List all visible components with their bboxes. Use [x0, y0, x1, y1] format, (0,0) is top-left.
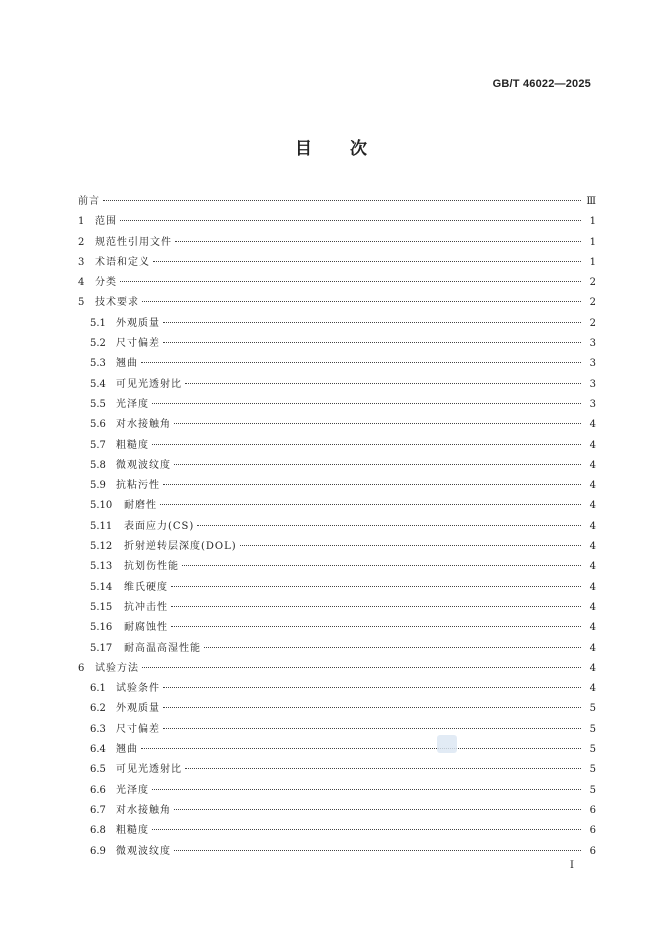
toc-dot-leader: [171, 586, 581, 587]
toc-entry-number: 6.8: [90, 825, 106, 837]
toc-dot-leader: [141, 748, 581, 749]
toc-entry-label: 范围: [95, 216, 117, 228]
standard-code: GB/T 46022—2025: [492, 78, 591, 90]
toc-dot-leader: [142, 667, 581, 668]
toc-entry-number: 6: [78, 662, 85, 674]
toc-entry-number: 6.4: [90, 744, 106, 756]
footer-page-number: I: [570, 860, 574, 871]
toc-entry[interactable]: [78, 233, 596, 253]
toc-dot-leader: [141, 362, 581, 363]
toc-entry-number: 2: [78, 236, 85, 248]
toc-entry[interactable]: [78, 699, 596, 719]
toc-entry[interactable]: [78, 578, 596, 598]
toc-dot-leader: [171, 626, 581, 627]
toc-entry-label: 试验条件: [116, 683, 160, 695]
toc-dot-leader: [152, 789, 581, 790]
toc-dot-leader: [163, 728, 581, 729]
toc-entry-number: 5.9: [90, 480, 106, 492]
toc-entry-page: 3: [589, 358, 596, 370]
toc-entry[interactable]: [78, 375, 596, 395]
toc-entry-number: 5.10: [90, 500, 113, 512]
toc-entry-page: 6: [589, 845, 596, 857]
toc-entry-page: 5: [589, 784, 596, 796]
toc-entry[interactable]: [78, 740, 596, 760]
toc-entry-label: 粗糙度: [116, 439, 149, 451]
toc-entry[interactable]: [78, 456, 596, 476]
toc-entry-page: 6: [589, 825, 596, 837]
toc-entry-number: 5.11: [90, 520, 113, 532]
toc-entry[interactable]: [78, 212, 596, 232]
toc-entry-number: 5.4: [90, 378, 106, 390]
toc-entry[interactable]: [78, 639, 596, 659]
toc-entry-number: 5.15: [90, 601, 113, 613]
toc-entry[interactable]: [78, 618, 596, 638]
toc-entry-page: 5: [589, 744, 596, 756]
toc-entry-page: 4: [589, 459, 596, 471]
toc-entry-label: 翘曲: [116, 744, 138, 756]
page-title: 目次: [295, 139, 405, 159]
toc-entry-number: 5.16: [90, 622, 113, 634]
toc-entry[interactable]: [78, 537, 596, 557]
toc-entry-number: 6.6: [90, 784, 106, 796]
toc-entry-page: 4: [589, 480, 596, 492]
toc-entry[interactable]: [78, 436, 596, 456]
toc-dot-leader: [120, 220, 581, 221]
toc-entry-number: 6.5: [90, 764, 106, 776]
toc-dot-leader: [152, 403, 581, 404]
toc-entry-number: 4: [78, 277, 85, 289]
toc-entry-label: 光泽度: [116, 784, 149, 796]
toc-entry[interactable]: [78, 659, 596, 679]
toc-entry-page: 4: [589, 642, 596, 654]
toc-entry-label: 规范性引用文件: [95, 236, 172, 248]
toc-entry-label: 光泽度: [116, 398, 149, 410]
toc-entry-page: 3: [589, 398, 596, 410]
toc-entry[interactable]: [78, 801, 596, 821]
toc-entry-label: 外观质量: [116, 703, 160, 715]
toc-entry-label: 维氏硬度: [124, 581, 168, 593]
toc-dot-leader: [204, 647, 581, 648]
toc-entry[interactable]: [78, 476, 596, 496]
toc-entry-number: 6.9: [90, 845, 106, 857]
toc-entry-page: 2: [589, 297, 596, 309]
toc-dot-leader: [163, 342, 581, 343]
toc-entry-label: 抗冲击性: [124, 601, 168, 613]
toc-entry-page: 1: [589, 256, 596, 268]
toc-entry[interactable]: [78, 781, 596, 801]
toc-dot-leader: [185, 768, 581, 769]
toc-entry-page: 2: [589, 277, 596, 289]
toc-entry-number: 5.7: [90, 439, 106, 451]
toc-entry-page: 2: [589, 317, 596, 329]
toc-entry-number: 5.1: [90, 317, 106, 329]
toc-entry-label: 微观波纹度: [116, 459, 171, 471]
toc-entry[interactable]: [78, 760, 596, 780]
toc-entry-label: 前言: [78, 196, 100, 207]
toc-entry-page: 4: [589, 541, 596, 553]
toc-entry[interactable]: [78, 192, 596, 212]
toc-entry[interactable]: [78, 557, 596, 577]
toc-entry-page: 5: [589, 703, 596, 715]
toc-entry-label: 对水接触角: [116, 804, 171, 816]
toc-entry-label: 分类: [95, 277, 117, 289]
toc-dot-leader: [152, 829, 581, 830]
toc-dot-leader: [175, 241, 581, 242]
toc-entry-page: 4: [589, 419, 596, 431]
toc-dot-leader: [160, 504, 581, 505]
toc-dot-leader: [163, 484, 581, 485]
toc-entry-label: 粗糙度: [116, 825, 149, 837]
toc-entry[interactable]: [78, 293, 596, 313]
toc-dot-leader: [153, 261, 581, 262]
toc-dot-leader: [163, 707, 581, 708]
toc-entry-page: 4: [589, 601, 596, 613]
toc-entry-page: 4: [589, 683, 596, 695]
toc-entry[interactable]: [78, 842, 596, 862]
toc-entry-number: 5.17: [90, 642, 113, 654]
toc-entry-page: 3: [589, 338, 596, 350]
toc-entry-label: 外观质量: [116, 317, 160, 329]
toc-entry-label: 术语和定义: [95, 256, 150, 268]
toc-entry[interactable]: [78, 517, 596, 537]
toc-entry-label: 耐腐蚀性: [124, 622, 168, 634]
toc-entry-number: 6.2: [90, 703, 106, 715]
toc-dot-leader: [197, 525, 581, 526]
toc-entry[interactable]: [78, 720, 596, 740]
toc-entry-number: 3: [78, 256, 85, 268]
toc-entry-page: 5: [589, 723, 596, 735]
toc-dot-leader: [185, 383, 581, 384]
toc-entry-page: 4: [589, 439, 596, 451]
toc-dot-leader: [103, 200, 581, 201]
toc-entry[interactable]: [78, 679, 596, 699]
toc-entry-page: 6: [589, 804, 596, 816]
toc-entry-page: 3: [589, 378, 596, 390]
toc-entry-number: 6.3: [90, 723, 106, 735]
toc-entry[interactable]: [78, 253, 596, 273]
toc-entry-label: 耐磨性: [124, 500, 157, 512]
toc-entry-page: 4: [589, 500, 596, 512]
toc-entry-label: 折射逆转层深度(DOL): [124, 541, 237, 553]
toc-entry-number: 5.6: [90, 419, 106, 431]
toc-dot-leader: [120, 281, 581, 282]
toc-entry[interactable]: [78, 354, 596, 374]
toc-entry-page: Ⅲ: [586, 196, 596, 207]
toc-entry-label: 可见光透射比: [116, 378, 182, 390]
toc-entry-label: 技术要求: [95, 297, 139, 309]
toc-entry-label: 抗划伤性能: [124, 561, 179, 573]
toc-entry-label: 耐高温高湿性能: [124, 642, 201, 654]
toc-entry-page: 4: [589, 622, 596, 634]
toc-entry-page: 1: [589, 216, 596, 228]
toc-entry-label: 可见光透射比: [116, 764, 182, 776]
toc-entry-number: 5.3: [90, 358, 106, 370]
toc-entry-number: 6.7: [90, 804, 106, 816]
toc-entry[interactable]: [78, 395, 596, 415]
toc-entry-number: 6.1: [90, 683, 106, 695]
toc-entry[interactable]: [78, 334, 596, 354]
toc-dot-leader: [174, 423, 581, 424]
toc-entry-label: 对水接触角: [116, 419, 171, 431]
toc-entry[interactable]: [78, 598, 596, 618]
toc-entry-number: 5.5: [90, 398, 106, 410]
toc-entry[interactable]: [78, 273, 596, 293]
toc-entry-label: 抗粘污性: [116, 480, 160, 492]
toc-entry-number: 5.14: [90, 581, 113, 593]
toc-dot-leader: [182, 565, 581, 566]
toc-entry[interactable]: [78, 314, 596, 334]
toc-entry[interactable]: [78, 415, 596, 435]
toc-entry-label: 尺寸偏差: [116, 338, 160, 350]
toc-dot-leader: [174, 464, 581, 465]
toc-entry-label: 试验方法: [95, 662, 139, 674]
toc-entry-label: 尺寸偏差: [116, 723, 160, 735]
toc-entry-label: 微观波纹度: [116, 845, 171, 857]
toc-entry-number: 5: [78, 297, 85, 309]
watermark-logo: [437, 735, 457, 753]
toc-entry-number: 5.12: [90, 541, 113, 553]
toc-entry-page: 1: [589, 236, 596, 248]
toc-entry-page: 4: [589, 561, 596, 573]
toc-entry-number: 5.2: [90, 338, 106, 350]
toc-entry-label: 翘曲: [116, 358, 138, 370]
toc-dot-leader: [174, 809, 581, 810]
toc-entry-number: 5.8: [90, 459, 106, 471]
table-of-contents: [78, 192, 596, 862]
toc-dot-leader: [171, 606, 581, 607]
toc-entry-label: 表面应力(CS): [124, 520, 195, 532]
toc-entry-number: 5.13: [90, 561, 113, 573]
toc-entry-page: 4: [589, 581, 596, 593]
toc-entry[interactable]: [78, 496, 596, 516]
toc-dot-leader: [163, 322, 581, 323]
toc-entry-number: 1: [78, 216, 85, 228]
toc-dot-leader: [163, 687, 581, 688]
toc-dot-leader: [142, 301, 581, 302]
toc-dot-leader: [240, 545, 581, 546]
toc-entry[interactable]: [78, 821, 596, 841]
toc-entry-page: 4: [589, 520, 596, 532]
toc-dot-leader: [152, 444, 581, 445]
toc-entry-page: 4: [589, 662, 596, 674]
toc-dot-leader: [174, 850, 581, 851]
toc-entry-page: 5: [589, 764, 596, 776]
